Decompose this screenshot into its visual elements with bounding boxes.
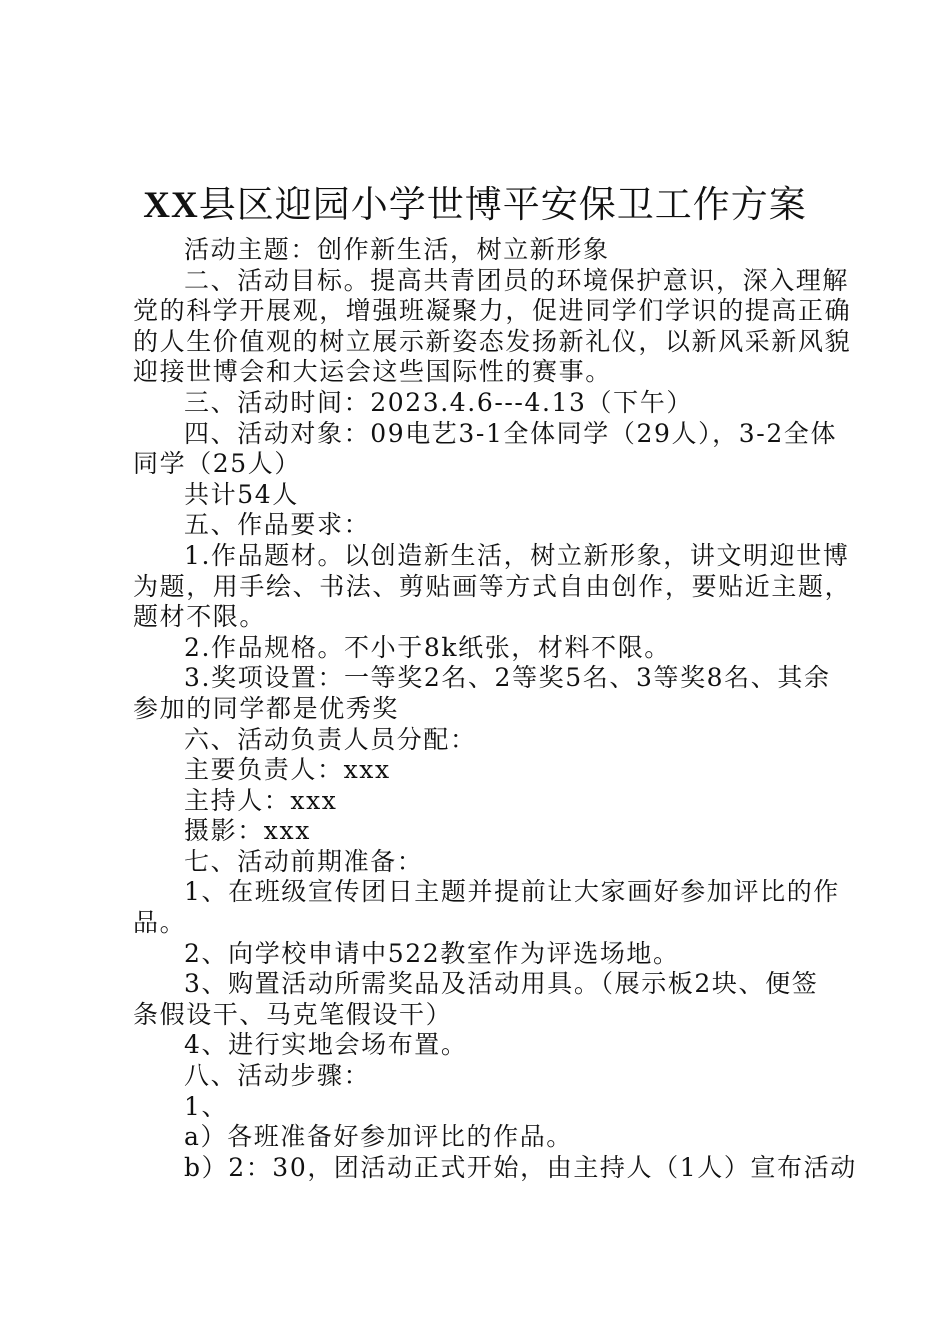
text-line: 1.作品题材。以创造新生活，树立新形象，讲文明迎世博 bbox=[184, 540, 850, 570]
text-line: 五、作品要求： bbox=[184, 510, 371, 540]
text-line: a）各班准备好参加评比的作品。 bbox=[184, 1122, 573, 1152]
text-line: 主持人：xxx bbox=[184, 785, 338, 815]
text-line: 条假设干、马克笔假设干） bbox=[133, 999, 453, 1029]
text-line: 题材不限。 bbox=[133, 602, 267, 632]
text-line: 摄影：xxx bbox=[184, 816, 311, 846]
text-line: 迎接世博会和大运会这些国际性的赛事。 bbox=[133, 357, 612, 387]
text-line: 1、 bbox=[184, 1091, 229, 1121]
text-line: 主要负责人：xxx bbox=[184, 755, 391, 785]
text-line: 3.奖项设置：一等奖2名、2等奖5名、3等奖8名、其余 bbox=[184, 663, 831, 693]
text-line: 4、进行实地会场布置。 bbox=[184, 1030, 468, 1060]
text-line: b）2：30，团活动正式开始，由主持人（1人）宣布活动 bbox=[184, 1152, 857, 1182]
document-title bbox=[0, 182, 950, 229]
text-line: 参加的同学都是优秀奖 bbox=[133, 693, 400, 723]
text-line: 的人生价值观的树立展示新姿态发扬新礼仪，以新风采新风貌 bbox=[133, 326, 852, 356]
text-line: 活动主题：创作新生活，树立新形象 bbox=[184, 235, 610, 264]
text-line: 四、活动对象：09电艺3-1全体同学（29人），3-2全体 bbox=[184, 418, 838, 448]
title-text: 县区迎园小学世博平安保卫工作方案 bbox=[198, 183, 807, 226]
text-line: 共计54人 bbox=[184, 479, 299, 509]
text-line: 党的科学开展观，增强班凝聚力，促进同学们学识的提高正确 bbox=[133, 296, 852, 326]
document-body bbox=[133, 235, 857, 1183]
text-line: 六、活动负责人员分配： bbox=[184, 724, 477, 754]
text-line: 同学（25人） bbox=[133, 449, 302, 479]
text-line: 2、向学校申请中522教室作为评选场地。 bbox=[184, 938, 680, 968]
text-line: 二、活动目标。提高共青团员的环境保护意识，深入理解 bbox=[184, 265, 850, 295]
text-line: 七、活动前期准备： bbox=[184, 846, 424, 876]
text-line: 3、购置活动所需奖品及活动用具。（展示板2块、便签 bbox=[184, 969, 819, 999]
text-line: 八、活动步骤： bbox=[184, 1061, 371, 1091]
text-line: 为题，用手绘、书法、剪贴画等方式自由创作，要贴近主题， bbox=[133, 571, 852, 601]
text-line: 2.作品规格。不小于8k纸张，材料不限。 bbox=[184, 632, 671, 662]
text-line: 三、活动时间：2023.4.6---4.13（下午） bbox=[184, 387, 693, 417]
text-line: 品。 bbox=[133, 908, 187, 938]
text-line: 1、在班级宣传团日主题并提前让大家画好参加评比的作 bbox=[184, 877, 840, 907]
title-prefix: XX bbox=[143, 185, 199, 226]
